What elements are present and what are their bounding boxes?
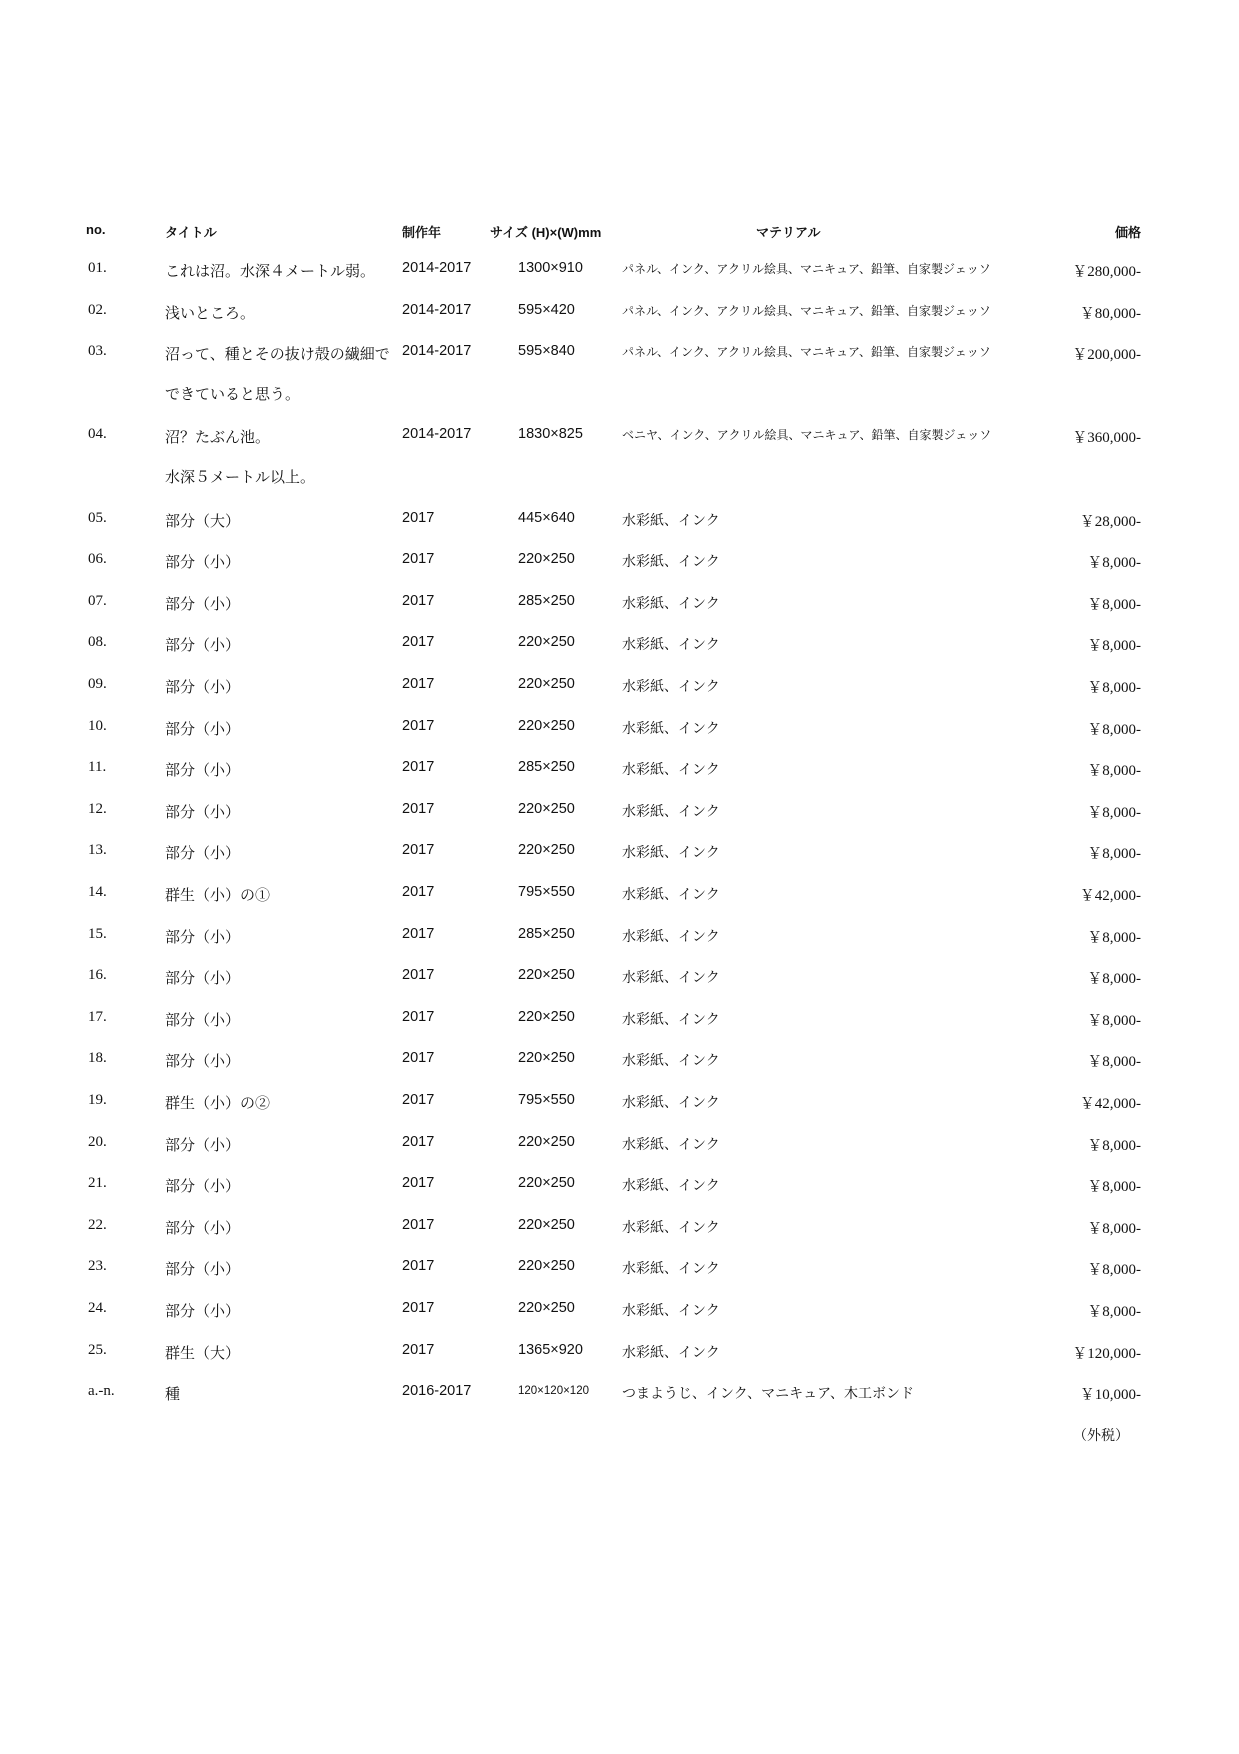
row-no: 21. [88,1175,107,1192]
table-row [0,591,1239,615]
table-row [0,757,1239,781]
row-size: 795×550 [518,884,575,900]
row-no: 06. [88,551,107,568]
row-title: 部分（小） [165,680,241,696]
row-size: 595×840 [518,343,575,360]
header-size: サイズ (H)×(W)mm [490,225,602,240]
row-year: 2017 [402,967,435,984]
table-row [0,965,1239,989]
row-material: パネル、インク、アクリル絵具、マニキュア、鉛筆、自家製ジェッソ [622,345,991,360]
row-material: 水彩紙、インク [622,763,720,779]
header-title: タイトル [165,225,217,240]
row-material: 水彩紙、インク [622,1012,720,1028]
row-price: ￥8,000- [1087,596,1141,613]
row-title: 部分（小） [165,804,241,821]
row-year: 2017 [402,1008,435,1025]
row-size: 220×250 [518,1008,575,1025]
row-price: ￥200,000- [1072,347,1141,364]
row-year: 2014-2017 [402,426,472,443]
row-no: 25. [88,1341,107,1358]
row-title: 部分（小） [165,638,241,655]
row-no: 12. [88,800,107,817]
row-title-continued: できていると思う。 [165,387,301,404]
row-title: 群生（小）の① [165,888,271,904]
table-row [0,1007,1239,1031]
row-no: a.-n. [88,1383,115,1400]
table-row [0,924,1239,948]
row-material: 水彩紙、インク [622,1262,720,1278]
row-price: ￥8,000- [1087,721,1141,738]
row-title: 部分（小） [165,763,241,780]
header-no: no. [86,222,106,237]
row-no: 16. [88,967,107,984]
row-size: 220×250 [518,1216,575,1233]
row-material: 水彩紙、インク [622,1054,720,1070]
row-year: 2017 [402,676,435,692]
row-title: 浅いところ。 [165,305,256,322]
table-row [0,1381,1239,1405]
row-size: 595×420 [518,301,575,318]
row-price: ￥8,000- [1087,971,1141,988]
row-year: 2017 [402,1050,435,1067]
row-no: 14. [88,884,107,900]
row-year: 2017 [402,1133,435,1150]
row-size: 1365×920 [518,1341,583,1358]
row-price: ￥8,000- [1087,929,1141,946]
row-year: 2017 [402,1300,435,1316]
row-title: 部分（小） [165,1137,241,1154]
row-size: 220×250 [518,551,575,568]
row-material: 水彩紙、インク [622,1220,720,1236]
row-price: ￥360,000- [1072,430,1141,447]
row-material: 水彩紙、インク [622,638,720,654]
row-size: 220×250 [518,717,575,734]
row-size: 220×250 [518,634,575,651]
row-price: ￥280,000- [1072,264,1141,280]
table-row [0,674,1239,698]
row-no: 15. [88,925,107,942]
row-title: 部分（小） [165,846,241,863]
row-material: 水彩紙、インク [622,555,720,571]
row-price: ￥8,000- [1087,763,1141,780]
table-row [0,1256,1239,1280]
row-year: 2017 [402,800,435,817]
row-year: 2017 [402,842,435,859]
row-material: 水彩紙、インク [622,1304,720,1319]
row-material: 水彩紙、インク [622,1137,720,1153]
row-title: 部分（小） [165,1054,241,1071]
row-material: 水彩紙、インク [622,888,720,903]
row-title: 群生（大） [165,1345,241,1362]
row-size: 285×250 [518,925,575,942]
row-title-continued: 水深５メートル以上。 [165,470,316,487]
row-title: 部分（小） [165,596,241,613]
row-price: ￥8,000- [1087,1262,1141,1279]
row-year: 2014-2017 [402,343,472,360]
row-price: ￥28,000- [1079,513,1141,530]
table-row [0,882,1239,906]
table-row [0,508,1239,532]
row-material: 水彩紙、インク [622,596,720,612]
row-title: 沼？たぶん池。 [165,430,271,447]
table-row [0,1215,1239,1239]
row-no: 18. [88,1050,107,1067]
row-price: ￥42,000- [1079,1096,1141,1112]
row-price: ￥80,000- [1079,305,1141,322]
row-price: ￥8,000- [1087,638,1141,655]
row-price: ￥8,000- [1087,1012,1141,1029]
row-material: 水彩紙、インク [622,804,720,820]
row-title: 部分（小） [165,929,241,946]
row-year: 2017 [402,1341,435,1358]
table-header [0,218,1239,242]
row-material: ベニヤ、インク、アクリル絵具、マニキュア、鉛筆、自家製ジェッソ [622,428,992,443]
row-no: 07. [88,592,107,609]
row-no: 20. [88,1133,107,1150]
row-title: 部分（小） [165,971,241,988]
table-row [0,1173,1239,1197]
table-row [0,258,1239,282]
row-size: 220×250 [518,676,575,692]
row-size: 220×250 [518,967,575,984]
row-price: ￥8,000- [1087,1304,1141,1320]
row-no: 05. [88,509,107,526]
table-row [0,1340,1239,1364]
row-title: 部分（小） [165,1179,241,1196]
row-size: 1300×910 [518,260,583,276]
table-row [0,1298,1239,1322]
row-material: パネル、インク、アクリル絵具、マニキュア、鉛筆、自家製ジェッソ [622,303,991,318]
row-year: 2017 [402,1092,435,1108]
row-year: 2017 [402,592,435,609]
row-no: 19. [88,1092,107,1108]
row-no: 01. [88,260,107,276]
row-title: 部分（小） [165,1262,241,1279]
row-title: これは沼。水深４メートル弱。 [165,264,376,280]
row-material: 水彩紙、インク [622,971,720,987]
row-year: 2017 [402,925,435,942]
row-size: 1830×825 [518,426,583,443]
row-material: 水彩紙、インク [622,929,720,945]
row-year: 2016-2017 [402,1383,472,1400]
table-row [0,549,1239,573]
row-size: 795×550 [518,1092,575,1108]
row-title: 部分（大） [165,513,241,530]
row-size: 285×250 [518,759,575,776]
row-size: 220×250 [518,1133,575,1150]
row-year: 2017 [402,1175,435,1192]
row-title: 種 [165,1387,181,1404]
row-price: ￥8,000- [1087,804,1141,821]
row-size: 220×250 [518,1050,575,1067]
row-year: 2017 [402,1258,435,1275]
table-row [0,300,1239,324]
row-price: ￥8,000- [1087,1179,1141,1196]
row-price: ￥8,000- [1087,1137,1141,1154]
row-size: 120×120×120 [518,1385,589,1398]
row-size: 220×250 [518,1258,575,1275]
row-title: 部分（小） [165,1012,241,1029]
row-material: 水彩紙、インク [622,680,720,695]
row-size: 220×250 [518,1300,575,1316]
table-row [0,716,1239,740]
row-size: 445×640 [518,509,575,526]
table-row [0,840,1239,864]
row-size: 285×250 [518,592,575,609]
table-row [0,341,1239,404]
row-price: ￥8,000- [1087,680,1141,696]
row-price: ￥10,000- [1079,1387,1141,1404]
row-year: 2017 [402,634,435,651]
row-year: 2017 [402,509,435,526]
row-material: 水彩紙、インク [622,1179,720,1195]
row-year: 2017 [402,884,435,900]
header-material: マテリアル [756,225,821,240]
row-material: 水彩紙、インク [622,1096,720,1111]
row-size: 220×250 [518,1175,575,1192]
row-material: つまようじ、インク、マニキュア、木工ボンド [622,1387,915,1403]
row-no: 13. [88,842,107,859]
row-price: ￥8,000- [1087,1220,1141,1237]
row-no: 09. [88,676,107,692]
table-row [0,799,1239,823]
row-title: 部分（小） [165,721,241,738]
table-row [0,424,1239,487]
row-no: 10. [88,717,107,734]
row-no: 02. [88,301,107,318]
row-price: ￥120,000- [1072,1345,1141,1362]
row-price: ￥8,000- [1087,846,1141,863]
row-material: 水彩紙、インク [622,846,720,862]
row-no: 03. [88,343,107,360]
table-row [0,1048,1239,1072]
table-row [0,1090,1239,1114]
row-price: ￥42,000- [1079,888,1141,904]
row-no: 11. [88,759,107,776]
row-no: 04. [88,426,107,443]
row-title: 部分（小） [165,1304,241,1320]
row-year: 2017 [402,551,435,568]
row-size: 220×250 [518,842,575,859]
row-title: 沼って、種とその抜け殻の繊細で [165,347,390,364]
row-year: 2014-2017 [402,301,472,318]
row-price: ￥8,000- [1087,1054,1141,1071]
row-no: 17. [88,1008,107,1025]
tax-note: （外税） [1073,1429,1129,1444]
row-no: 08. [88,634,107,651]
table-row [0,1132,1239,1156]
row-no: 22. [88,1216,107,1233]
row-no: 23. [88,1258,107,1275]
row-title: 部分（小） [165,1220,241,1237]
row-title: 部分（小） [165,555,241,572]
header-year: 制作年 [402,225,442,240]
row-material: 水彩紙、インク [622,513,720,529]
row-material: 水彩紙、インク [622,721,720,737]
row-no: 24. [88,1300,107,1316]
row-year: 2017 [402,717,435,734]
row-price: ￥8,000- [1087,555,1141,572]
row-year: 2017 [402,759,435,776]
row-material: 水彩紙、インク [622,1345,720,1361]
header-price: 価格 [1114,225,1141,240]
row-material: パネル、インク、アクリル絵具、マニキュア、鉛筆、自家製ジェッソ [622,262,991,276]
row-year: 2014-2017 [402,260,472,276]
table-row [0,632,1239,656]
row-size: 220×250 [518,800,575,817]
row-title: 群生（小）の② [165,1096,271,1112]
row-year: 2017 [402,1216,435,1233]
